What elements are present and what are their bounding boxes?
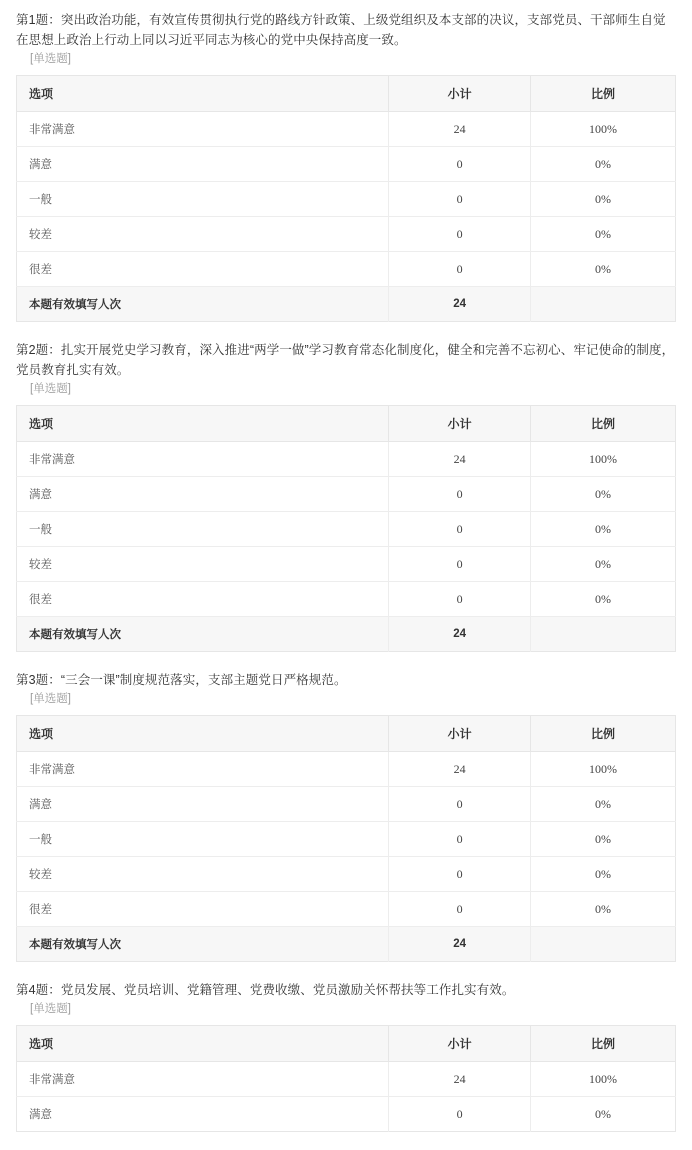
option-label: 一般 [17, 512, 389, 547]
results-table [16, 715, 676, 962]
option-count: 0 [389, 822, 531, 857]
option-count: 0 [389, 1097, 531, 1132]
results-table [16, 1025, 676, 1132]
table-row [17, 787, 676, 822]
option-percent: 0% [531, 822, 676, 857]
option-percent: 100% [531, 112, 676, 147]
option-count: 0 [389, 182, 531, 217]
question-title: 第2题：扎实开展党史学习教育，深入推进“两学一做”学习教育常态化制度化，健全和完善不忘初心、牢记使命的制度，党员教育扎实有效。 [16, 343, 675, 377]
table-header-row [17, 1026, 676, 1062]
option-label: 很差 [17, 582, 389, 617]
column-header-percent: 比例 [531, 406, 676, 442]
option-label: 较差 [17, 857, 389, 892]
table-row [17, 252, 676, 287]
option-label: 满意 [17, 147, 389, 182]
total-count: 24 [389, 617, 531, 652]
question-block [16, 980, 676, 1132]
option-count: 0 [389, 582, 531, 617]
question-block [16, 670, 676, 962]
option-count: 24 [389, 112, 531, 147]
option-percent: 0% [531, 512, 676, 547]
option-count: 24 [389, 1062, 531, 1097]
table-row [17, 582, 676, 617]
question-type-label: [单选题] [30, 693, 71, 705]
column-header-count: 小计 [389, 76, 531, 112]
table-header-row [17, 406, 676, 442]
option-percent: 0% [531, 547, 676, 582]
table-total-row [17, 927, 676, 962]
column-header-option: 选项 [17, 406, 389, 442]
question-type-label: [单选题] [30, 383, 71, 395]
option-label: 一般 [17, 822, 389, 857]
option-count: 0 [389, 547, 531, 582]
option-count: 24 [389, 752, 531, 787]
option-count: 0 [389, 857, 531, 892]
column-header-count: 小计 [389, 406, 531, 442]
option-percent: 100% [531, 442, 676, 477]
option-percent: 0% [531, 787, 676, 822]
table-row [17, 752, 676, 787]
table-total-row [17, 617, 676, 652]
table-row [17, 512, 676, 547]
question-type-label: [单选题] [30, 53, 71, 65]
table-row [17, 477, 676, 512]
table-row [17, 217, 676, 252]
table-row [17, 1062, 676, 1097]
option-label: 非常满意 [17, 112, 389, 147]
table-header-row [17, 76, 676, 112]
total-label: 本题有效填写人次 [17, 927, 389, 962]
column-header-percent: 比例 [531, 76, 676, 112]
option-label: 很差 [17, 252, 389, 287]
table-row [17, 857, 676, 892]
column-header-percent: 比例 [531, 716, 676, 752]
option-percent: 0% [531, 217, 676, 252]
table-row [17, 892, 676, 927]
option-label: 非常满意 [17, 752, 389, 787]
table-row [17, 112, 676, 147]
option-count: 24 [389, 442, 531, 477]
option-percent: 0% [531, 252, 676, 287]
option-label: 满意 [17, 787, 389, 822]
option-percent: 0% [595, 1106, 611, 1121]
results-table [16, 75, 676, 322]
option-percent: 0% [531, 182, 676, 217]
option-count: 0 [389, 512, 531, 547]
table-row [17, 182, 676, 217]
option-percent: 0% [531, 477, 676, 512]
option-label: 满意 [17, 477, 389, 512]
column-header-percent: 比例 [531, 1026, 676, 1062]
option-label: 很差 [17, 892, 389, 927]
total-percent [531, 927, 676, 962]
table-total-row [17, 287, 676, 322]
total-count: 24 [389, 927, 531, 962]
option-count: 0 [389, 252, 531, 287]
total-label: 本题有效填写人次 [17, 617, 389, 652]
total-percent [531, 287, 676, 322]
option-percent: 0% [531, 147, 676, 182]
option-percent: 100% [531, 1062, 676, 1097]
option-percent: 0% [531, 892, 676, 927]
table-row [17, 147, 676, 182]
option-count: 0 [389, 892, 531, 927]
table-row [17, 1097, 676, 1132]
table-row [17, 547, 676, 582]
option-count: 0 [389, 477, 531, 512]
option-label: 较差 [17, 547, 389, 582]
table-row [17, 442, 676, 477]
option-percent: 0% [531, 857, 676, 892]
results-table [16, 405, 676, 652]
column-header-option: 选项 [17, 76, 389, 112]
column-header-option: 选项 [17, 1026, 389, 1062]
total-label: 本题有效填写人次 [17, 287, 389, 322]
column-header-count: 小计 [389, 1026, 531, 1062]
column-header-option: 选项 [17, 716, 389, 752]
table-header-row [17, 716, 676, 752]
question-type-label: [单选题] [30, 1003, 71, 1015]
question-title: 第1题：突出政治功能，有效宣传贯彻执行党的路线方针政策、上级党组织及本支部的决议，支部党员、干部师生自觉在思想上政治上行动上同以习近平同志为核心的党中央保持高度一致。 [16, 13, 666, 47]
table-row [17, 822, 676, 857]
option-label: 较差 [17, 217, 389, 252]
total-count: 24 [389, 287, 531, 322]
question-title: 第4题：党员发展、党员培训、党籍管理、党费收缴、党员激励关怀帮扶等工作扎实有效。 [16, 983, 515, 997]
question-block [16, 10, 676, 322]
option-count: 0 [389, 217, 531, 252]
option-label: 满意 [17, 1097, 389, 1132]
option-label: 一般 [17, 182, 389, 217]
option-percent: 0% [531, 582, 676, 617]
option-count: 0 [389, 787, 531, 822]
option-label: 非常满意 [17, 1062, 389, 1097]
option-percent: 100% [531, 752, 676, 787]
column-header-count: 小计 [389, 716, 531, 752]
question-block [16, 340, 676, 652]
option-label: 非常满意 [17, 442, 389, 477]
option-count: 0 [389, 147, 531, 182]
total-percent [531, 617, 676, 652]
question-title: 第3题：“三会一课”制度规范落实，支部主题党日严格规范。 [16, 673, 347, 687]
